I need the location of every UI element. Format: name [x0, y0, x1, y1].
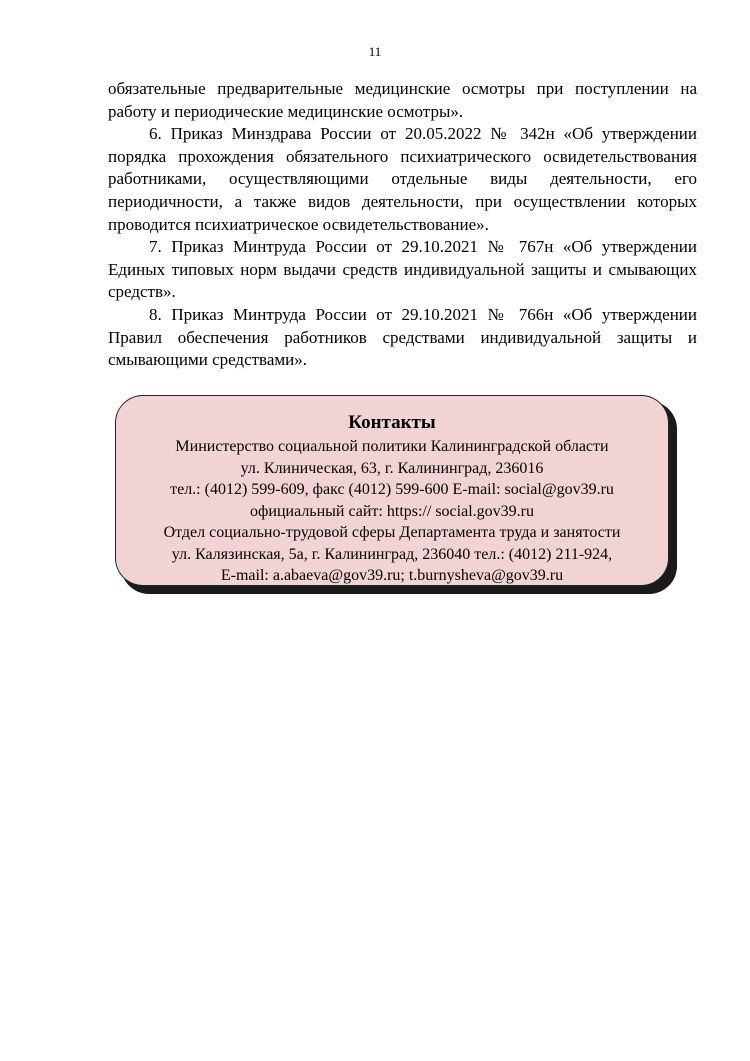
- contacts-title: Контакты: [348, 412, 436, 433]
- contacts-ministry-name: Министерство социальной политики Калининградской области: [175, 438, 609, 455]
- paragraph-item-7: 7. Приказ Минтруда России от 29.10.2021 № 767н «Об утверждении Единых типовых норм выдачи средств индивидуальной защиты и смывающих средств».: [108, 237, 697, 302]
- contacts-box: [115, 395, 669, 586]
- contacts-department-address-phone: ул. Калязинская, 5а, г. Калининград, 236040 тел.: (4012) 211-924,: [171, 545, 613, 563]
- paragraph-item-6: 6. Приказ Минздрава России от 20.05.2022 № 342н «Об утверждении порядка прохождения обязательного психиатрического освидетельствования работниками, осуществляющими отдельные виды деятельности, его периодичности, а также видов деятельности, при осуществлении которых проводится психиатрическое освидетельствование».: [108, 124, 697, 234]
- paragraph-continuation: обязательные предварительные медицинские осмотры при поступлении на работу и периодические медицинские осмотры».: [108, 79, 697, 121]
- page-number: 11: [368, 44, 382, 59]
- document-body: [108, 78, 697, 372]
- contacts-department-name: Отдел социально-трудовой сферы Департамента труда и занятости: [163, 524, 621, 541]
- contacts-department-email: E-mail: a.abaeva@gov39.ru; t.burnysheva@gov39.ru: [220, 567, 564, 584]
- contacts-ministry-address: ул. Клиническая, 63, г. Калининград, 236016: [240, 459, 544, 477]
- paragraph-item-8: 8. Приказ Минтруда России от 29.10.2021 № 766н «Об утверждении Правил обеспечения работников средствами индивидуальной защиты и смывающими средствами».: [108, 304, 697, 370]
- contacts-ministry-phone-email: тел.: (4012) 599-609, факс (4012) 599-600 E-mail: social@gov39.ru: [170, 481, 614, 498]
- contacts-ministry-website: официальный сайт: https:// social.gov39.ru: [250, 502, 534, 520]
